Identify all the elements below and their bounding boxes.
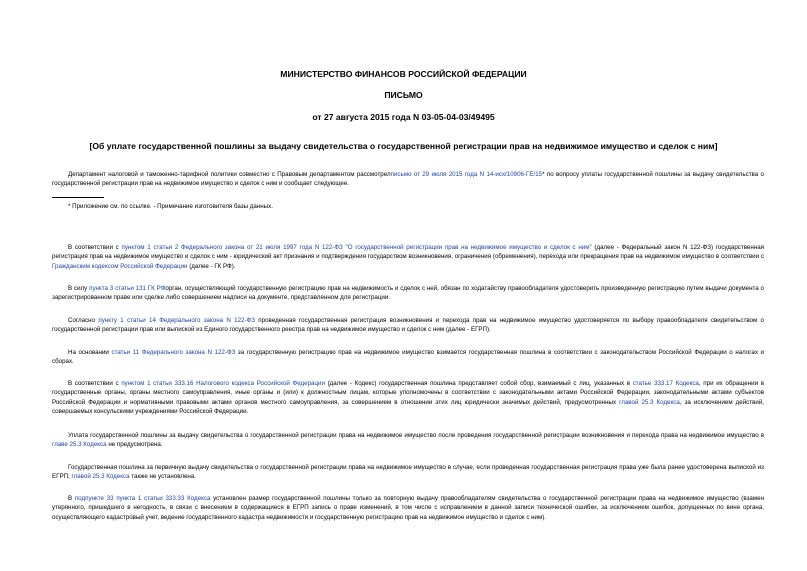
paragraph-4: Согласно пункту 1 статьи 14 Федерального закона N 122-ФЗ проведенная государственная регистрация возникновения и перехода прав на недвижимое имущество удостоверяется по выбору правообладателя свидетельством о государственной регистрации прав или выпиской из Единого государственного реестра прав на недвижимое имущество и сделок с ним (далее - ЕГРП).	[52, 317, 764, 334]
paragraph-3: В силу пункта 3 статьи 131 ГК РФорган, осуществляющий государственную регистрацию прав на недвижимость и сделок с ней, обязан по ходатайству правообладателя удостоверить произведенную регистрацию путем выдачи документа о зарегистрированном праве или сделке либо совершением надписи на документе, представленном для регистрации.	[52, 285, 765, 302]
footnote-divider	[52, 197, 104, 198]
paragraph-2: В соответствии с пунктом 1 статьи 2 Федерального закона от 21 июля 1997 года N 122-ФЗ "О государственной регистрации прав на недвижимое имущество и сделок с ним" (далее - Федеральный закон N 122-ФЗ) государственная регистрация прав на недвижимое имущество и сделок с ним - юридический акт признания и подтверждения государством возникновения, ограничения (обременения), перехода или прекращения прав на недвижимое имущество в соответствии с Гражданским кодексом Российской Федерации (далее - ГК РФ).	[52, 244, 765, 270]
paragraph-7: Уплата государственной пошлины за выдачу свидетельства о государственной регистрации права на недвижимое имущество после проведения государственной регистрации возникновения и перехода права на недвижимое имущество в главе 25.3 Кодекса не предусмотрена.	[52, 432, 764, 449]
link-letter[interactable]: письмо от 29 июля 2015 года N 14-исх/10906-ГЕ/15	[390, 171, 543, 178]
paragraph-6: В соответствии с пунктом 1 статьи 333.16 Налогового кодекса Российской Федерации (далее - Кодекс) государственная пошлина представляет собой сбор, взимаемый с лиц, указанных в статье 333.17 Кодекса, при их обращении в государственные органы, органы местного самоуправления, иные органы и (или) к должностным лицам, которые уполномочены в соответствии с законодательными актами Российской Федерации, законодательными актами субъектов Российской Федерации и нормативными правовыми актами органов местного самоуправления, за совершением в отношении этих лиц юридически значимых действий, предусмотренных главой 25.3 Кодекса, за исключением действий, совершаемых консульскими учреждениями Российской Федерации.	[52, 380, 765, 415]
ministry-title: МИНИСТЕРСТВО ФИНАНСОВ РОССИЙСКОЙ ФЕДЕРАЦИИ	[280, 69, 527, 79]
link-article-131[interactable]: пункта 3 статьи 131 ГК РФ	[89, 285, 166, 292]
footnote: * Приложение см. по ссылке. - Примечание изготовителя базы данных.	[68, 203, 273, 210]
link-chapter-25-3-b[interactable]: главе 25.3 Кодекса	[52, 441, 107, 449]
paragraph-1: Департамент налоговой и таможенно-тарифной политики совместно с Правовым департаментом рассмотрелписьмо от 29 июля 2015 года N 14-исх/10906-ГЕ/15* по вопросу уплаты государственной пошлины за выдачу свидетельства о государственной регистрации прав на недвижимое имущество и сделок с ним и сообщает следующее.	[52, 171, 764, 188]
link-article-11[interactable]: статьи 11 Федерального закона N 122-ФЗ	[111, 349, 236, 356]
link-article-333-17[interactable]: статье 333.17 Кодекса	[632, 380, 699, 387]
doc-type: ПИСЬМО	[384, 90, 423, 100]
link-article-333-33[interactable]: подпункте 33 пункта 1 статьи 333.33 Кодекса	[74, 495, 211, 502]
link-article-14[interactable]: пункту 1 статьи 14 Федерального закона N 122-ФЗ	[98, 317, 255, 324]
link-law-122fz[interactable]: пунктом 1 статьи 2 Федерального закона от 21 июля 1997 года N 122-ФЗ "О государственной регистрации прав на недвижимое имущество и сделок с ним"	[121, 244, 592, 251]
link-civil-code[interactable]: Гражданским кодексом Российской Федерации	[52, 262, 188, 270]
paragraph-5: На основании статьи 11 Федерального закона N 122-ФЗ за государственную регистрацию прав на недвижимое имущество взимается государственная пошлина в соответствии с законодательством Российской Федерации о налогах и сборах.	[52, 349, 764, 366]
paragraph-8: Государственная пошлина за первичную выдачу свидетельства о государственной регистрации права на недвижимое имущество в случае, если проведенная государственная регистрация права уже была ранее удостоверена выпиской из ЕГРП, главой 25.3 Кодекса также не установлена.	[52, 464, 764, 481]
doc-subject: [Об уплате государственной пошлины за выдачу свидетельства о государственной регистрации прав на недвижимое имущество и сделок с ним]	[89, 141, 718, 151]
link-chapter-25-3[interactable]: главой 25.3 Кодекса	[619, 398, 680, 406]
doc-date-number: от 27 августа 2015 года N 03-05-04-03/49495	[312, 112, 495, 122]
link-chapter-25-3-c[interactable]: главой 25.3 Кодекса	[71, 473, 130, 481]
link-article-333-16[interactable]: пунктом 1 статьи 333.16 Налогового кодекса Российской Федерации	[121, 380, 325, 387]
paragraph-9: В подпункте 33 пункта 1 статьи 333.33 Кодекса установлен размер государственной пошлины только за повторную выдачу правообладателям свидетельства о государственной регистрации права на недвижимое имущество (взамен утерянного, пришедшего в негодность, в связи с внесением в содержащиеся в ЕГРП запись о праве изменений, в том числе с исправлением в данной записи технической ошибки, за исключением ошибок, допущенных по вине органа, осуществляющего кадастровый учет, ведение государственного кадастра недвижимости и государственную регистрацию прав на недвижимое имущество и сделок с ним).	[52, 495, 764, 521]
